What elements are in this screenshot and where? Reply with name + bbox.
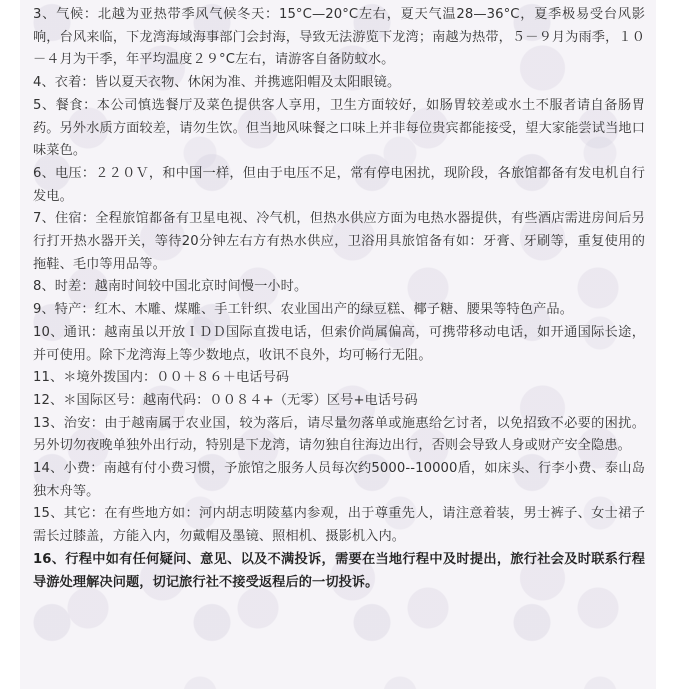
paragraph-item: 4、衣着：皆以夏天衣物、休闲为准、并携遮阳帽及太阳眼镜。 [33,75,401,91]
paragraph-item: 16、行程中如有任何疑问、意见、以及不满投诉，需要在当地行程中及时提出，旅行社会及时联系行程导游处理解决问题，切记旅行社不接受返程后的一切投诉。 [33,551,645,590]
paragraph-item: 7、住宿：全程旅馆都备有卫星电视、冷气机，但热水供应方面为电热水器提供，有些酒店需进房间后另行打开热水器开关，等待20分钟左右方有热水供应，卫浴用具旅馆备有如：牙膏、牙刷等，重复使用的拖鞋、毛巾等用品等。 [33,211,645,272]
document-page [20,0,656,689]
paragraph-item: 13、治安：由于越南属于农业国，较为落后，请尽量勿落单或施惠给乞讨者，以免招致不必要的困扰。另外切勿夜晚单独外出行动，特别是下龙湾，请勿独自往海边出行，否则会导致人身或财产安全隐患。 [33,415,645,454]
paragraph-item: 15、其它：在有些地方如：河内胡志明陵墓内参观，出于尊重先人，请注意着装，男士裤子、女士裙子需长过膝盖，方能入内，勿戴帽及墨镜、照相机、摄影机入内。 [33,506,645,545]
paragraph-item: 8、时差：越南时间较中国北京时间慢一小时。 [33,279,308,295]
paragraph-item: 11、＊境外拨国内：００＋８６＋电话号码 [33,370,290,386]
paragraph-item: 12、＊国际区号：越南代码：００８４+（无零）区号+电话号码 [33,392,418,408]
paragraph-item: 5、餐食：本公司慎选餐厅及菜色提供客人享用，卫生方面较好，如肠胃较差或水土不服者请自备肠胃药。另外水质方面较差，请勿生饮。但当地风味餐之口味上并非每位贵宾都能接受，望大家能尝试当地口味菜色。 [33,97,645,159]
paragraph-item: 14、小费：南越有付小费习惯，予旅馆之服务人员每次约5000--10000盾，如床头、行李小费、泰山岛独木舟等。 [33,461,645,499]
paragraph-item: 10、通讯：越南虽以开放ＩＤＤ国际直拨电话，但索价尚属偏高，可携带移动电话，如开通国际长途，并可使用。除下龙湾海上等少数地点，收讯不良外，均可畅行无阻。 [33,324,645,363]
paragraph-item: 3、气候：北越为亚热带季风气候冬天：15°C—20°C左右，夏天气温28—36°C，夏季极易受台风影响，台风来临，下龙湾海域海事部门会封海，导致无法游览下龙湾；南越为热带，５－９月为雨季，１０－４月为干季，年平均温度２９°C左右，请游客自备防蚊水。 [33,7,645,68]
paragraph-item: 6、电压：２２０Ｖ，和中国一样，但由于电压不足，常有停电困扰，现阶段，各旅馆都备有发电机自行发电。 [33,165,645,204]
paragraph-item: 9、特产：红木、木雕、煤雕、手工针织、农业国出产的绿豆糕、椰子糖、腰果等特色产品。 [33,302,573,318]
document-body [33,4,645,594]
